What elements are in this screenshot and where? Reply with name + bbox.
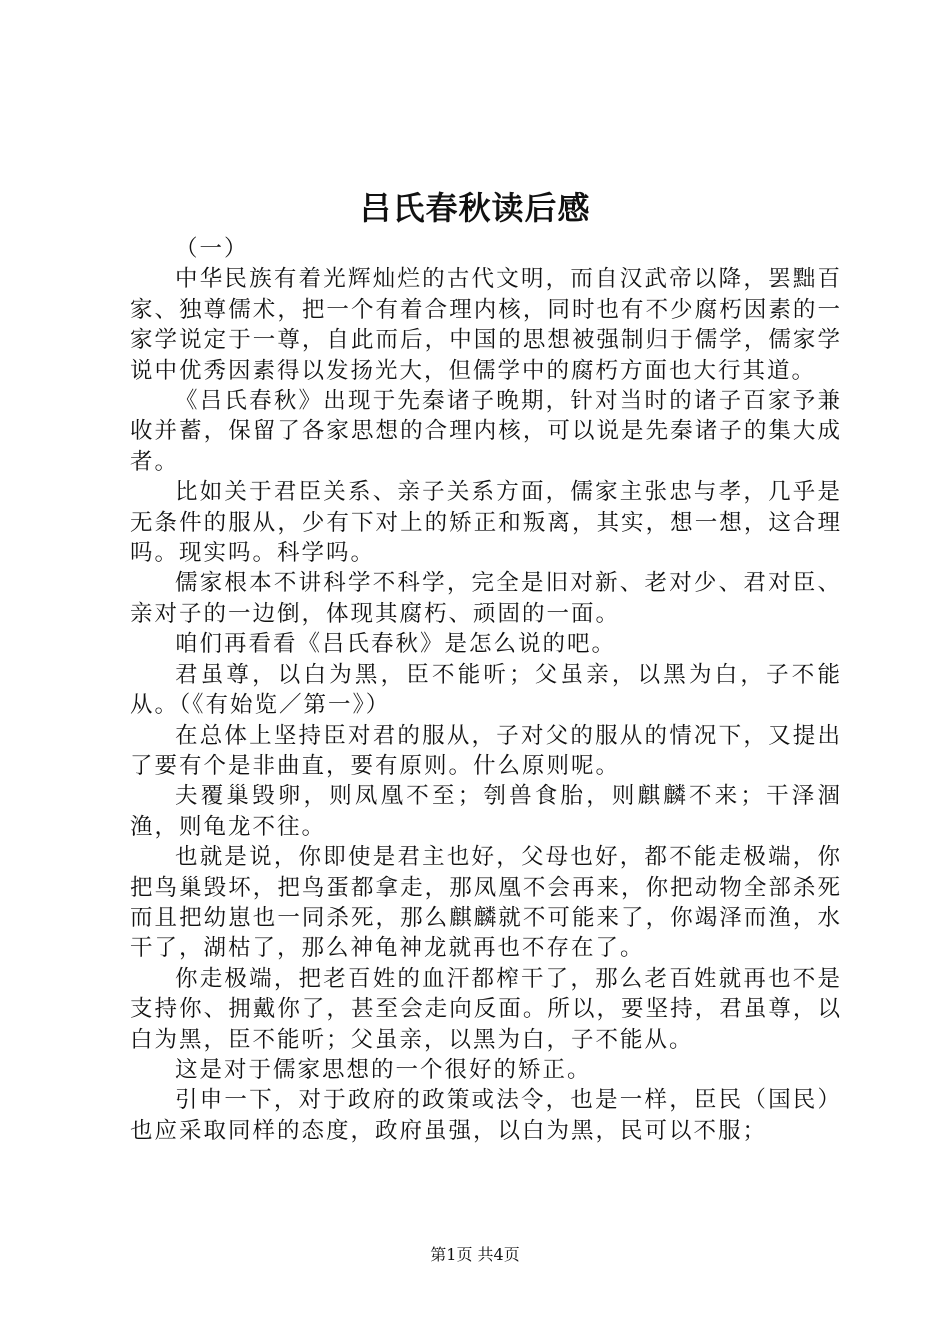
quote-paragraph: 君虽尊，以白为黑，臣不能听；父虽亲，以黑为白，子不能从。（《有始览／第一》） bbox=[130, 661, 842, 719]
paragraph: 儒家根本不讲科学不科学，完全是旧对新、老对少、君对臣、亲对子的一边倒，体现其腐朽、顽固的一面。 bbox=[130, 570, 842, 627]
document-body bbox=[130, 234, 842, 1146]
paragraph: 你走极端，把老百姓的血汗都榨干了，那么老百姓就再也不是支持你、拥戴你了，甚至会走向反面。所以，要坚持，君虽尊，以白为黑，臣不能听；父虽亲，以黑为白，子不能从。 bbox=[130, 965, 842, 1053]
paragraph: 引申一下，对于政府的政策或法令，也是一样，臣民（国民）也应采取同样的态度，政府虽强，以白为黑，民可以不服； bbox=[130, 1087, 842, 1144]
paragraph: 比如关于君臣关系、亲子关系方面，儒家主张忠与孝，几乎是无条件的服从，少有下对上的矫正和叛离，其实，想一想，这合理吗。现实吗。科学吗。 bbox=[130, 479, 842, 567]
paragraph: 《吕氏春秋》出现于先秦诸子晚期，针对当时的诸子百家予兼收并蓄，保留了各家思想的合理内核，可以说是先秦诸子的集大成者。 bbox=[130, 388, 842, 475]
paragraph: 这是对于儒家思想的一个很好的矫正。 bbox=[175, 1056, 592, 1083]
section-marker: （一） bbox=[175, 236, 249, 262]
quote-paragraph: 夫覆巢毁卵，则凤凰不至；刳兽食胎，则麒麟不来；干泽涸渔，则龟龙不往。 bbox=[130, 783, 842, 840]
paragraph: 在总体上坚持臣对君的服从，子对父的服从的情况下，又提出了要有个是非曲直，要有原则。什么原则呢。 bbox=[130, 722, 842, 779]
paragraph: 咱们再看看《吕氏春秋》是怎么说的吧。 bbox=[175, 631, 617, 658]
paragraph: 也就是说，你即使是君主也好，父母也好，都不能走极端，你把鸟巢毁坏，把鸟蛋都拿走，那凤凰不会再来，你把动物全部杀死而且把幼崽也一同杀死，那么麒麟就不可能来了，你竭泽而渔，水干了，湖枯了，那么神龟神龙就再也不存在了。 bbox=[130, 844, 842, 962]
page-footer: 第1页 共4页 bbox=[430, 1245, 520, 1264]
paragraph: 中华民族有着光辉灿烂的古代文明，而自汉武帝以降，罢黜百家、独尊儒术，把一个有着合理内核，同时也有不少腐朽因素的一家学说定于一尊，自此而后，中国的思想被强制归于儒学，儒家学说中优秀因素得以发扬光大，但儒学中的腐朽方面也大行其道。 bbox=[130, 266, 842, 384]
document-title: 吕氏春秋读后感 bbox=[359, 189, 591, 227]
